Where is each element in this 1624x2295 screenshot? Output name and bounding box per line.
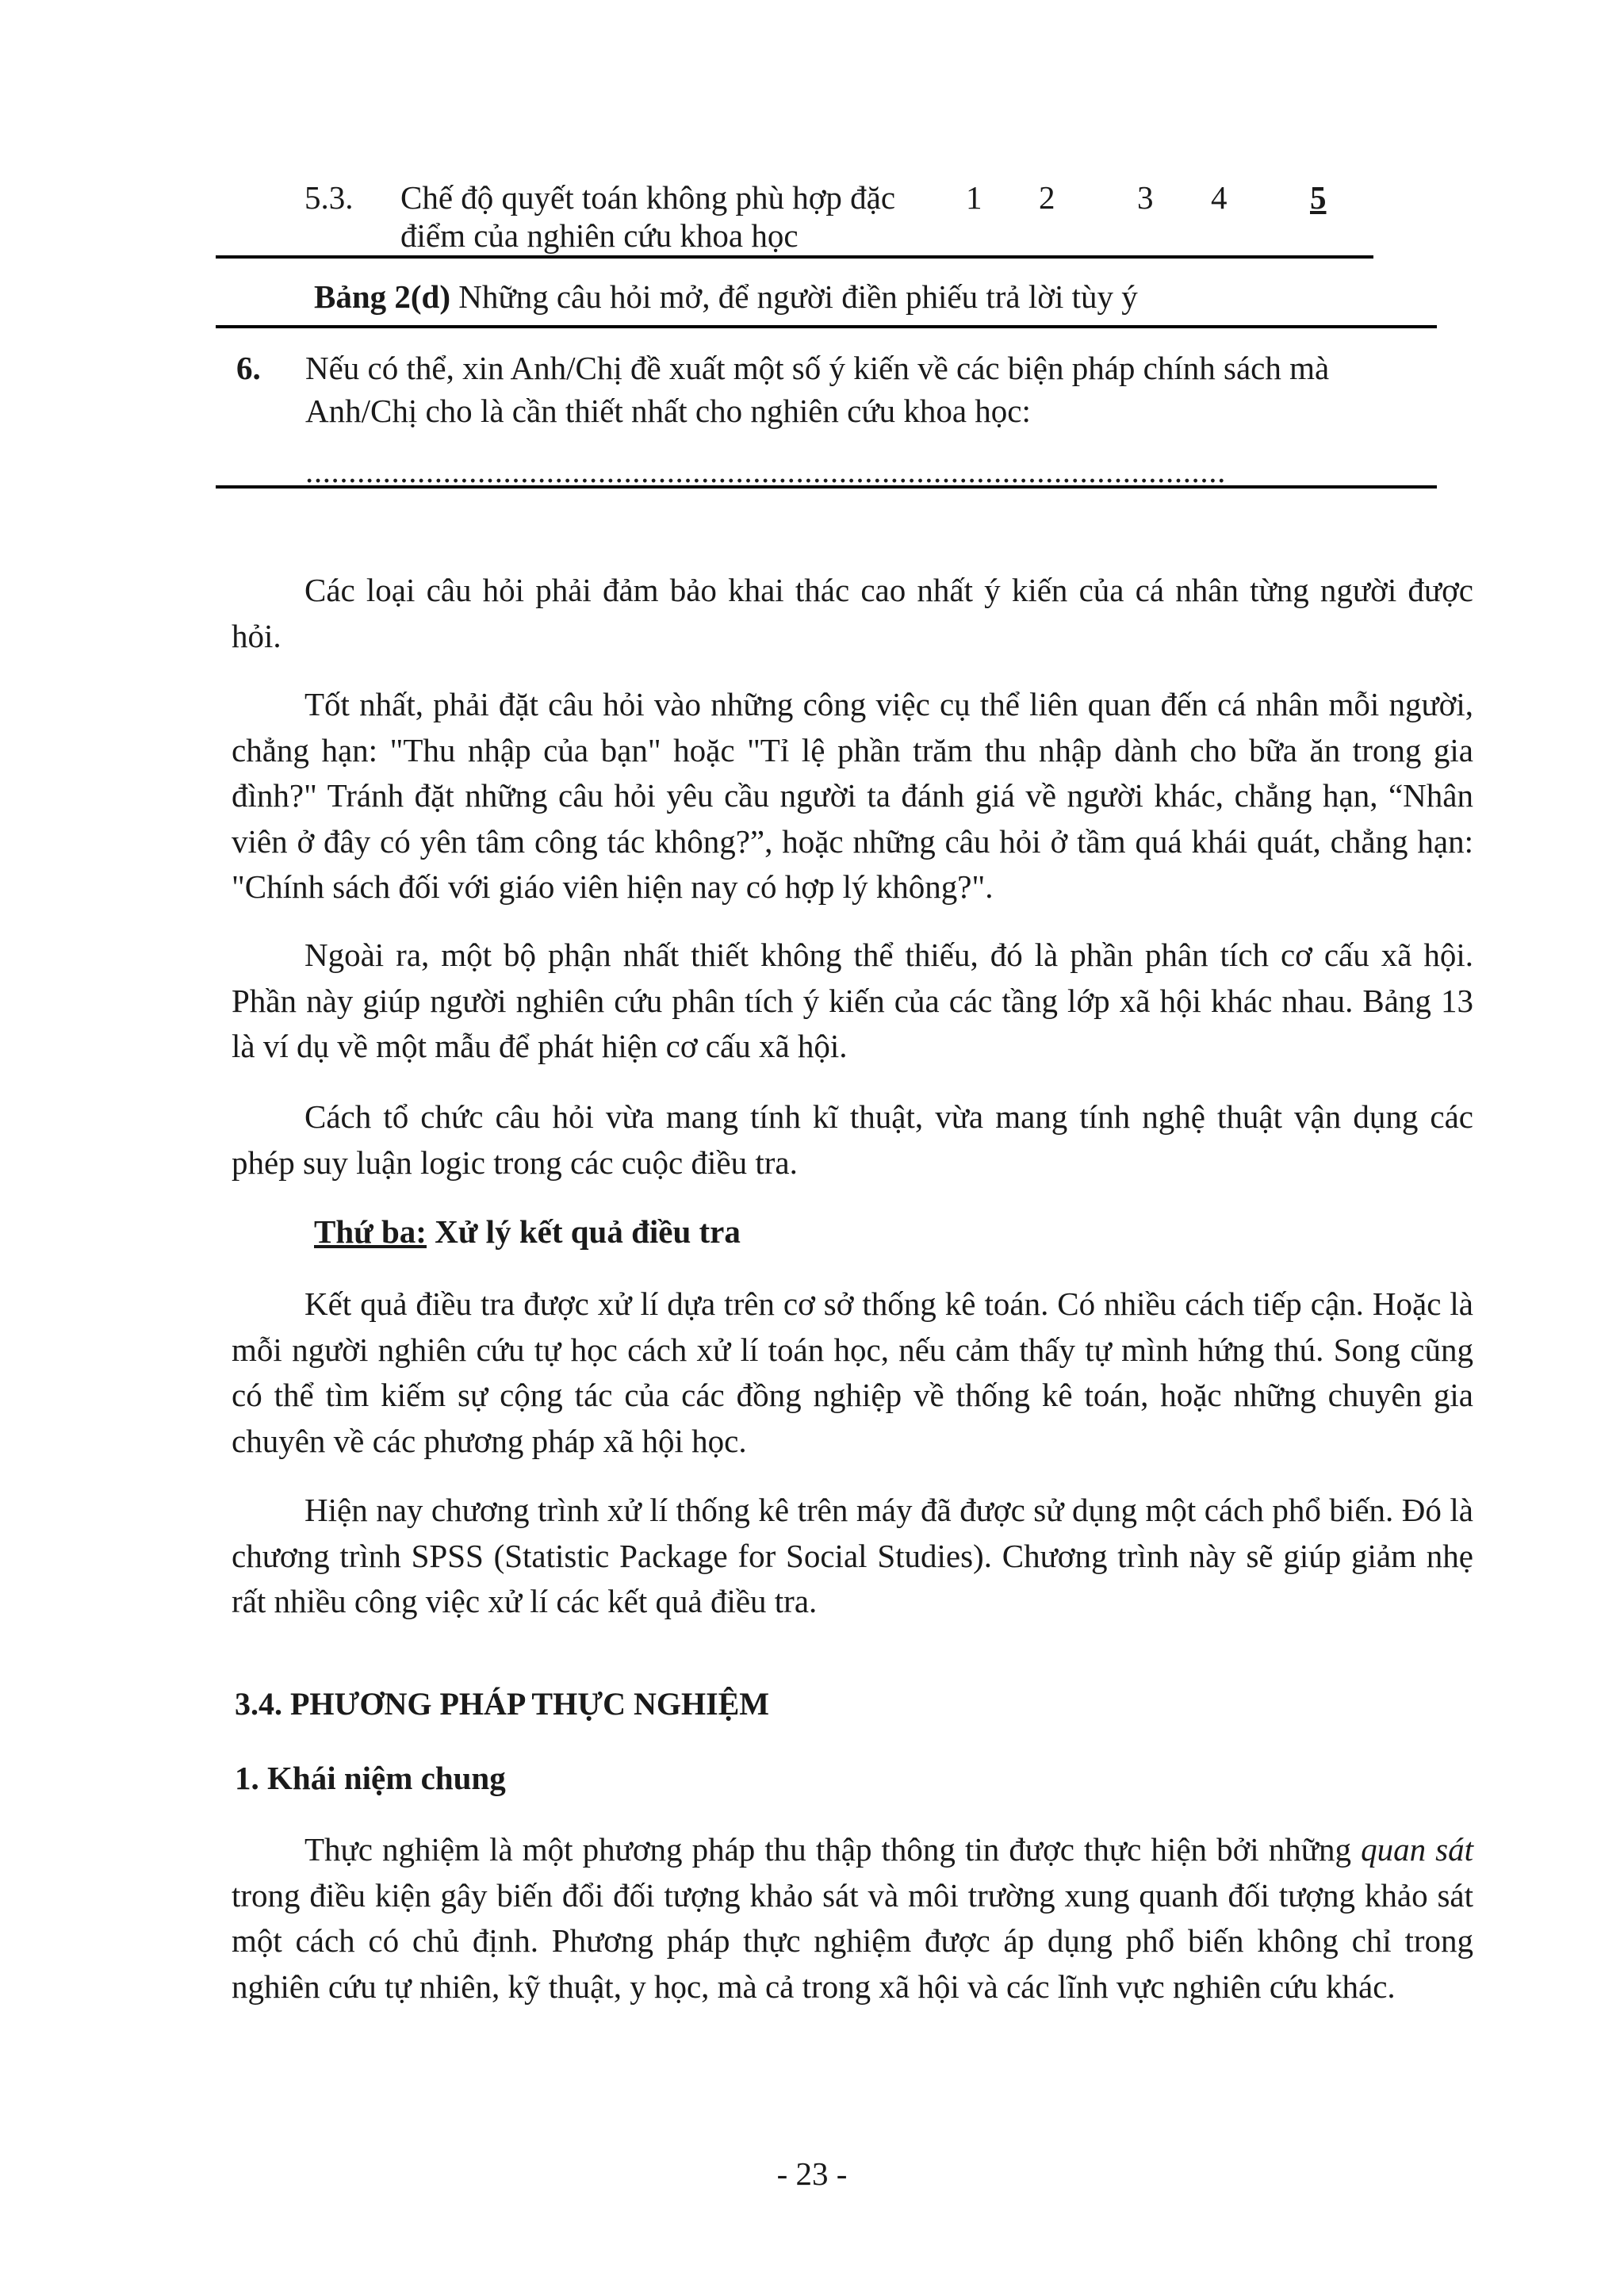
paragraph-1-text: Các loại câu hỏi phải đảm bảo khai thác cao nhất ý kiến của cá nhân từng người được hỏi.: [232, 572, 1473, 654]
table-rule: [216, 325, 1437, 328]
question-number: 6.: [236, 350, 261, 386]
answer-blank: ...........................................................................................................: [305, 453, 1226, 489]
paragraph-6-text: Hiện nay chương trình xử lí thống kê trên máy đã được sử dụng một cách phổ biến. Đó là chương trình SPSS (Statistic Package for Social Studies). Chương trình này sẽ giúp giảm nhẹ rất nhiều công việc xử lí các kết quả điều tra.: [232, 1492, 1473, 1619]
paragraph-5-text: Kết quả điều tra được xử lí dựa trên cơ sở thống kê toán. Có nhiều cách tiếp cận. Hoặc là mỗi người nghiên cứu tự học cách xử lí toán học, nếu cảm thấy tự mình hứng thú. Song cũng có thể tìm kiếm sự cộng tác của các đồng nghiệp về thống kê toán, hoặc những chuyên gia chuyên về các phương pháp xã hội học.: [232, 1285, 1473, 1459]
paragraph-7-text-start: Thực nghiệm là một phương pháp thu thập thông tin được thực hiện bởi những: [304, 1831, 1362, 1868]
subsection-heading: 1. Khái niệm chung: [235, 1760, 506, 1796]
paragraph-5: [232, 1282, 1473, 1464]
section-heading: 3.4. PHƯƠNG PHÁP THỰC NGHIỆM: [235, 1686, 770, 1722]
scale-option-4: 4: [1211, 179, 1228, 216]
table-row-text-line1: Chế độ quyết toán không phù hợp đặc: [400, 179, 896, 216]
subheading-third-step: [314, 1209, 741, 1255]
subheading-label: Thứ ba:: [314, 1213, 427, 1250]
question-text-line1: Nếu có thể, xin Anh/Chị đề xuất một số ý kiến về các biện pháp chính sách mà: [305, 350, 1330, 386]
table-rule: [216, 485, 1437, 489]
subheading-text: Xử lý kết quả điều tra: [426, 1213, 741, 1250]
paragraph-4-text: Cách tổ chức câu hỏi vừa mang tính kĩ thuật, vừa mang tính nghệ thuật vận dụng các phép suy luận logic trong các cuộc điều tra.: [232, 1098, 1473, 1181]
table-row-text-line2: điểm của nghiên cứu khoa học: [400, 217, 799, 254]
table-row-number: 5.3.: [304, 179, 354, 216]
paragraph-3-text: Ngoài ra, một bộ phận nhất thiết không thể thiếu, đó là phần phân tích cơ cấu xã hội. Phần này giúp người nghiên cứu phân tích ý kiến của các tầng lớp xã hội khác nhau. Bảng 13 là ví dụ về một mẫu để phát hiện cơ cấu xã hội.: [232, 937, 1473, 1064]
table-caption: [314, 274, 1138, 320]
paragraph-1: [232, 568, 1473, 659]
table-rule: [216, 255, 1373, 259]
scale-option-2: 2: [1039, 179, 1055, 216]
paragraph-2: [232, 682, 1473, 910]
table-caption-text: Những câu hỏi mở, để người điền phiếu trả lời tùy ý: [450, 278, 1138, 315]
paragraph-3: [232, 933, 1473, 1070]
scale-option-1: 1: [966, 179, 982, 216]
paragraph-6: [232, 1488, 1473, 1625]
question-text-line2: Anh/Chị cho là cần thiết nhất cho nghiên cứu khoa học:: [305, 393, 1031, 429]
table-caption-label: Bảng 2(d): [314, 278, 451, 315]
paragraph-7-text-end: trong điều kiện gây biến đổi đối tượng khảo sát và môi trường xung quanh đối tượng khảo sát một cách có chủ định. Phương pháp thực nghiệm được áp dụng phổ biến không chỉ trong nghiên cứu tự nhiên, kỹ thuật, y học, mà cả trong xã hội và các lĩnh vực nghiên cứu khác.: [232, 1876, 1473, 2005]
page-number: - 23 -: [776, 2155, 848, 2192]
scale-option-selected: 5: [1310, 179, 1327, 216]
paragraph-4: [232, 1094, 1473, 1186]
paragraph-2-text: Tốt nhất, phải đặt câu hỏi vào những công việc cụ thể liên quan đến cá nhân mỗi người, chẳng hạn: "Thu nhập của bạn" hoặc "Tỉ lệ phần trăm thu nhập dành cho bữa ăn trong gia đình?" Tránh đặt những câu hỏi yêu cầu người ta đánh giá về người khác, chẳng hạn, “Nhân viên ở đây có yên tâm công tác không?”, hoặc những câu hỏi ở tầm quá khái quát, chẳng hạn: "Chính sách đối với giáo viên hiện nay có hợp lý không?".: [232, 686, 1473, 905]
paragraph-7: [232, 1827, 1473, 2010]
paragraph-7-italic: quan sát: [1361, 1831, 1473, 1868]
scale-option-3: 3: [1137, 179, 1154, 216]
